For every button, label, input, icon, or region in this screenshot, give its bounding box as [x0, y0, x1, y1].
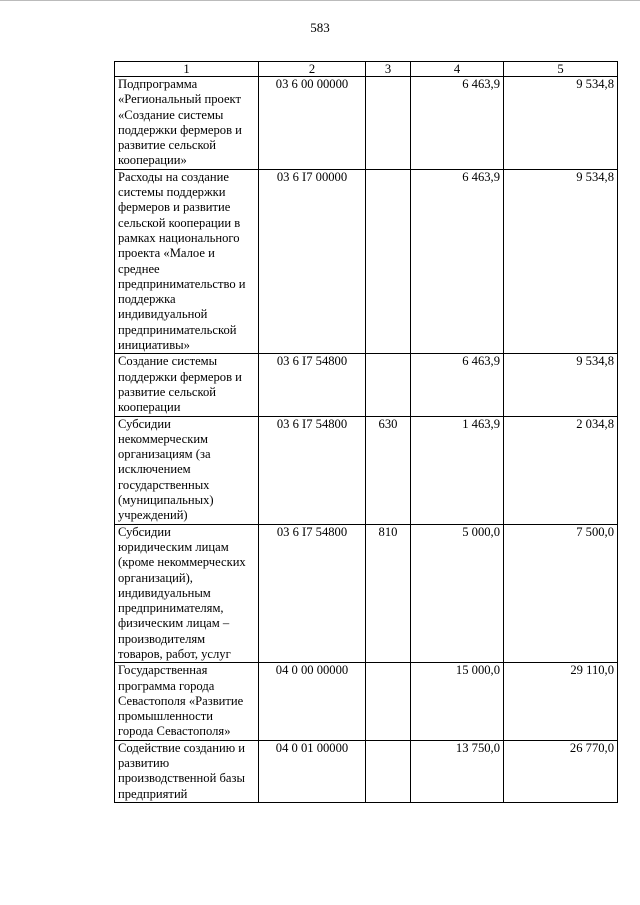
table-row [115, 169, 618, 354]
table-row [115, 354, 618, 416]
row-code-cell: 03 6 I7 00000 [259, 169, 366, 354]
row-amount-2-cell: 7 500,0 [504, 524, 618, 663]
row-code-cell: 03 6 00 00000 [259, 77, 366, 170]
row-amount-2-cell: 2 034,8 [504, 416, 618, 524]
column-header-4: 4 [411, 62, 504, 77]
budget-table [114, 61, 618, 803]
table-row [115, 663, 618, 740]
row-name-cell: Субсидии некоммерческим организациям (за исключением государственных (муниципальных) учреждений) [115, 416, 259, 524]
table-row [115, 740, 618, 802]
table-row [115, 524, 618, 663]
row-expense-type-cell [366, 77, 411, 170]
row-code-cell: 03 6 I7 54800 [259, 524, 366, 663]
row-amount-1-cell: 6 463,9 [411, 169, 504, 354]
row-amount-1-cell: 5 000,0 [411, 524, 504, 663]
row-name-cell: Государственная программа города Севастополя «Развитие промышленности города Севастополя» [115, 663, 259, 740]
row-amount-2-cell: 29 110,0 [504, 663, 618, 740]
row-code-cell: 04 0 01 00000 [259, 740, 366, 802]
row-name-cell: Содействие созданию и развитию производственной базы предприятий [115, 740, 259, 802]
header-row [115, 62, 618, 77]
row-name-cell: Расходы на создание системы поддержки фермеров и развитие сельской кооперации в рамках национального проекта «Малое и среднее предпринимательство и поддержка индивидуальной предпринимательской инициативы» [115, 169, 259, 354]
row-amount-1-cell: 15 000,0 [411, 663, 504, 740]
column-header-2: 2 [259, 62, 366, 77]
row-amount-1-cell: 6 463,9 [411, 354, 504, 416]
row-code-cell: 04 0 00 00000 [259, 663, 366, 740]
row-amount-1-cell: 13 750,0 [411, 740, 504, 802]
row-amount-2-cell: 9 534,8 [504, 354, 618, 416]
row-name-cell: Субсидии юридическим лицам (кроме некоммерческих организаций), индивидуальным предпринимателям, физическим лицам – производителям товаров, работ, услуг [115, 524, 259, 663]
table-row [115, 77, 618, 170]
row-expense-type-cell [366, 740, 411, 802]
column-header-1: 1 [115, 62, 259, 77]
column-header-5: 5 [504, 62, 618, 77]
row-name-cell: Подпрограмма «Региональный проект «Создание системы поддержки фермеров и развитие сельской кооперации» [115, 77, 259, 170]
row-code-cell: 03 6 I7 54800 [259, 416, 366, 524]
row-amount-2-cell: 26 770,0 [504, 740, 618, 802]
table-row [115, 416, 618, 524]
row-expense-type-cell [366, 663, 411, 740]
row-name-cell: Создание системы поддержки фермеров и развитие сельской кооперации [115, 354, 259, 416]
row-code-cell: 03 6 I7 54800 [259, 354, 366, 416]
row-amount-2-cell: 9 534,8 [504, 77, 618, 170]
row-amount-1-cell: 6 463,9 [411, 77, 504, 170]
row-expense-type-cell [366, 169, 411, 354]
row-amount-1-cell: 1 463,9 [411, 416, 504, 524]
column-header-3: 3 [366, 62, 411, 77]
scan-edge-line [0, 0, 640, 1]
row-expense-type-cell: 810 [366, 524, 411, 663]
row-expense-type-cell: 630 [366, 416, 411, 524]
row-expense-type-cell [366, 354, 411, 416]
page-number: 583 [310, 20, 330, 35]
row-amount-2-cell: 9 534,8 [504, 169, 618, 354]
